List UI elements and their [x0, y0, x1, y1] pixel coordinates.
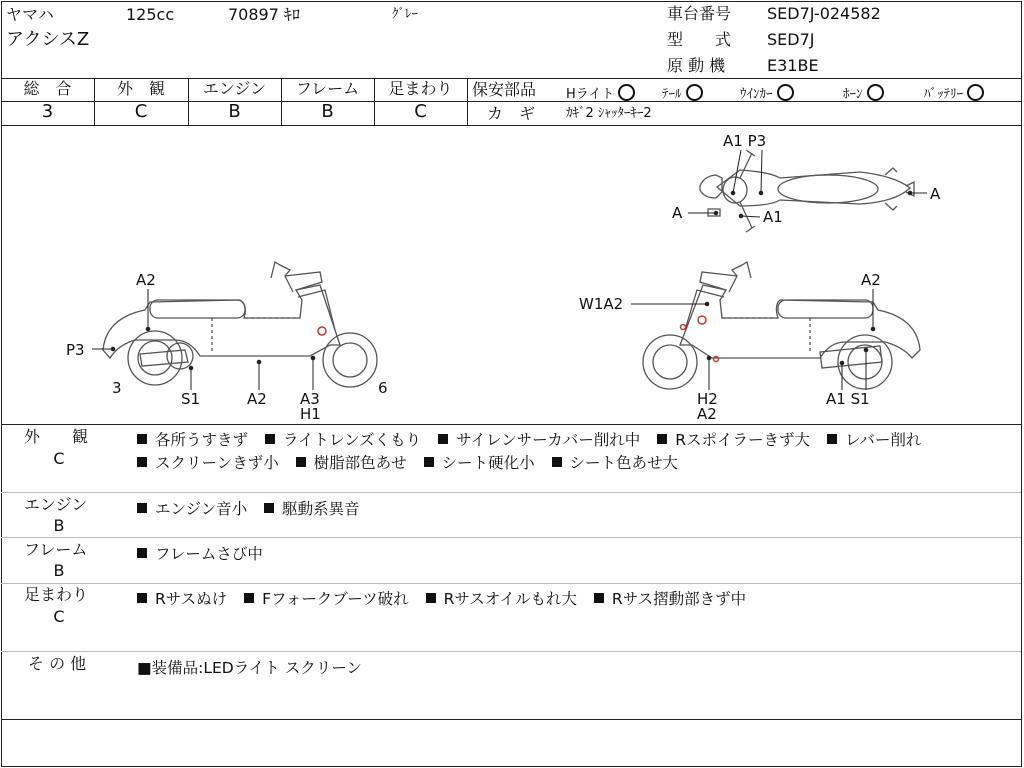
- exterior-section-grade: C: [53, 449, 65, 468]
- safety-winker: ｳｲﾝｶｰ: [740, 84, 794, 101]
- safety-headlight: Hライト: [566, 84, 635, 101]
- damage-mark: [698, 316, 706, 324]
- ok-circle-icon: [867, 84, 884, 101]
- frame-notes: フレームさび中: [137, 542, 275, 564]
- divider: [1, 537, 1021, 538]
- type-label: 型 式: [667, 30, 732, 49]
- model-name: アクシスZ: [6, 29, 90, 50]
- damage-diagram: [0, 126, 1024, 424]
- key-label: カ ギ: [487, 104, 536, 123]
- engine-value: E31BE: [767, 56, 819, 75]
- exterior-section-label: 外 観: [24, 427, 89, 446]
- engine-grade: B: [228, 101, 241, 122]
- diagram-label: A1 S1: [826, 390, 870, 408]
- diagram-label: A1: [763, 208, 783, 226]
- damage-mark: [318, 327, 326, 335]
- diagram-label: P3: [66, 341, 85, 359]
- diagram-label: A2: [697, 405, 717, 423]
- safety-battery: ﾊﾞｯﾃﾘｰ: [924, 84, 984, 101]
- type-value: SED7J: [767, 30, 815, 49]
- diagram-label: 3: [112, 379, 122, 397]
- frame-no-label: 車台番号: [667, 4, 732, 23]
- safety-tail: ﾃｰﾙ: [662, 84, 703, 101]
- divider: [1, 583, 1021, 584]
- exterior-grade: C: [134, 101, 148, 122]
- displacement: 125cc: [126, 5, 175, 24]
- diagram-label: A: [672, 204, 683, 222]
- frame-grade: B: [321, 101, 334, 122]
- total-grade: 3: [41, 101, 54, 122]
- engine-section-grade: B: [53, 516, 65, 535]
- engine-grade-label: エンジン: [202, 79, 267, 98]
- diagram-label: A2: [861, 271, 881, 289]
- exterior-notes-line1: 各所うすきず ライトレンズくもり サイレンサーカバー削れ中 Rスポイラーきず大 レバー削れ: [137, 428, 933, 450]
- divider: [1, 651, 1021, 652]
- ok-circle-icon: [618, 84, 635, 101]
- frame-no: SED7J-024582: [767, 4, 881, 23]
- diagram-label: A3: [300, 390, 320, 408]
- suspension-section-label: 足まわり: [24, 585, 89, 604]
- exterior-label: 外 観: [116, 79, 165, 98]
- ok-circle-icon: [686, 84, 703, 101]
- diagram-label: A2: [136, 271, 156, 289]
- safety-horn: ﾎｰﾝ: [843, 84, 884, 101]
- key-value: ｶｷﾞ2 ｼｬｯﾀｰｷｰ2: [566, 106, 652, 121]
- diagram-label: S1: [181, 390, 201, 408]
- diagram-label: 6: [378, 379, 388, 397]
- exterior-notes-line2: スクリーンきず小 樹脂部色あせ シート硬化小 シート色あせ大: [137, 451, 690, 473]
- suspension-section-grade: C: [53, 607, 65, 626]
- maker: ヤマハ: [6, 5, 54, 24]
- divider: [1, 424, 1021, 425]
- engine-label: 原 動 機: [667, 56, 726, 75]
- damage-mark: [681, 325, 686, 330]
- diagram-label: H1: [300, 405, 321, 423]
- suspension-notes: Rサスぬけ Fフォークブーツ破れ Rサスオイルもれ大 Rサス摺動部きず中: [137, 587, 758, 609]
- diagram-label: H2: [697, 390, 718, 408]
- total-label: 総 合: [23, 79, 72, 98]
- diagram-label: A1 P3: [723, 132, 767, 150]
- divider: [1, 719, 1021, 720]
- divider: [467, 78, 468, 125]
- body-color: ｸﾞﾚｰ: [392, 7, 418, 22]
- other-section-label: そ の 他: [28, 654, 87, 673]
- frame-section-label: フレーム: [24, 540, 88, 559]
- divider: [1, 492, 1021, 493]
- damage-mark: [714, 357, 719, 362]
- ok-circle-icon: [967, 84, 984, 101]
- suspension-grade-label: 足まわり: [388, 79, 453, 98]
- diagram-label: W1A2: [579, 295, 624, 313]
- ok-circle-icon: [777, 84, 794, 101]
- engine-notes: エンジン音小 駆動系異音: [137, 497, 372, 519]
- frame-section-grade: B: [53, 561, 65, 580]
- engine-section-label: エンジン: [24, 495, 88, 514]
- diagram-label: A2: [247, 390, 267, 408]
- mileage: 70897 ｷﾛ: [228, 5, 300, 24]
- frame-grade-label: フレーム: [295, 79, 360, 98]
- safety-label: 保安部品: [472, 80, 537, 99]
- other-notes: ■装備品:LEDライト スクリーン: [137, 659, 362, 677]
- suspension-grade: C: [414, 101, 427, 122]
- diagram-label: A: [930, 185, 941, 203]
